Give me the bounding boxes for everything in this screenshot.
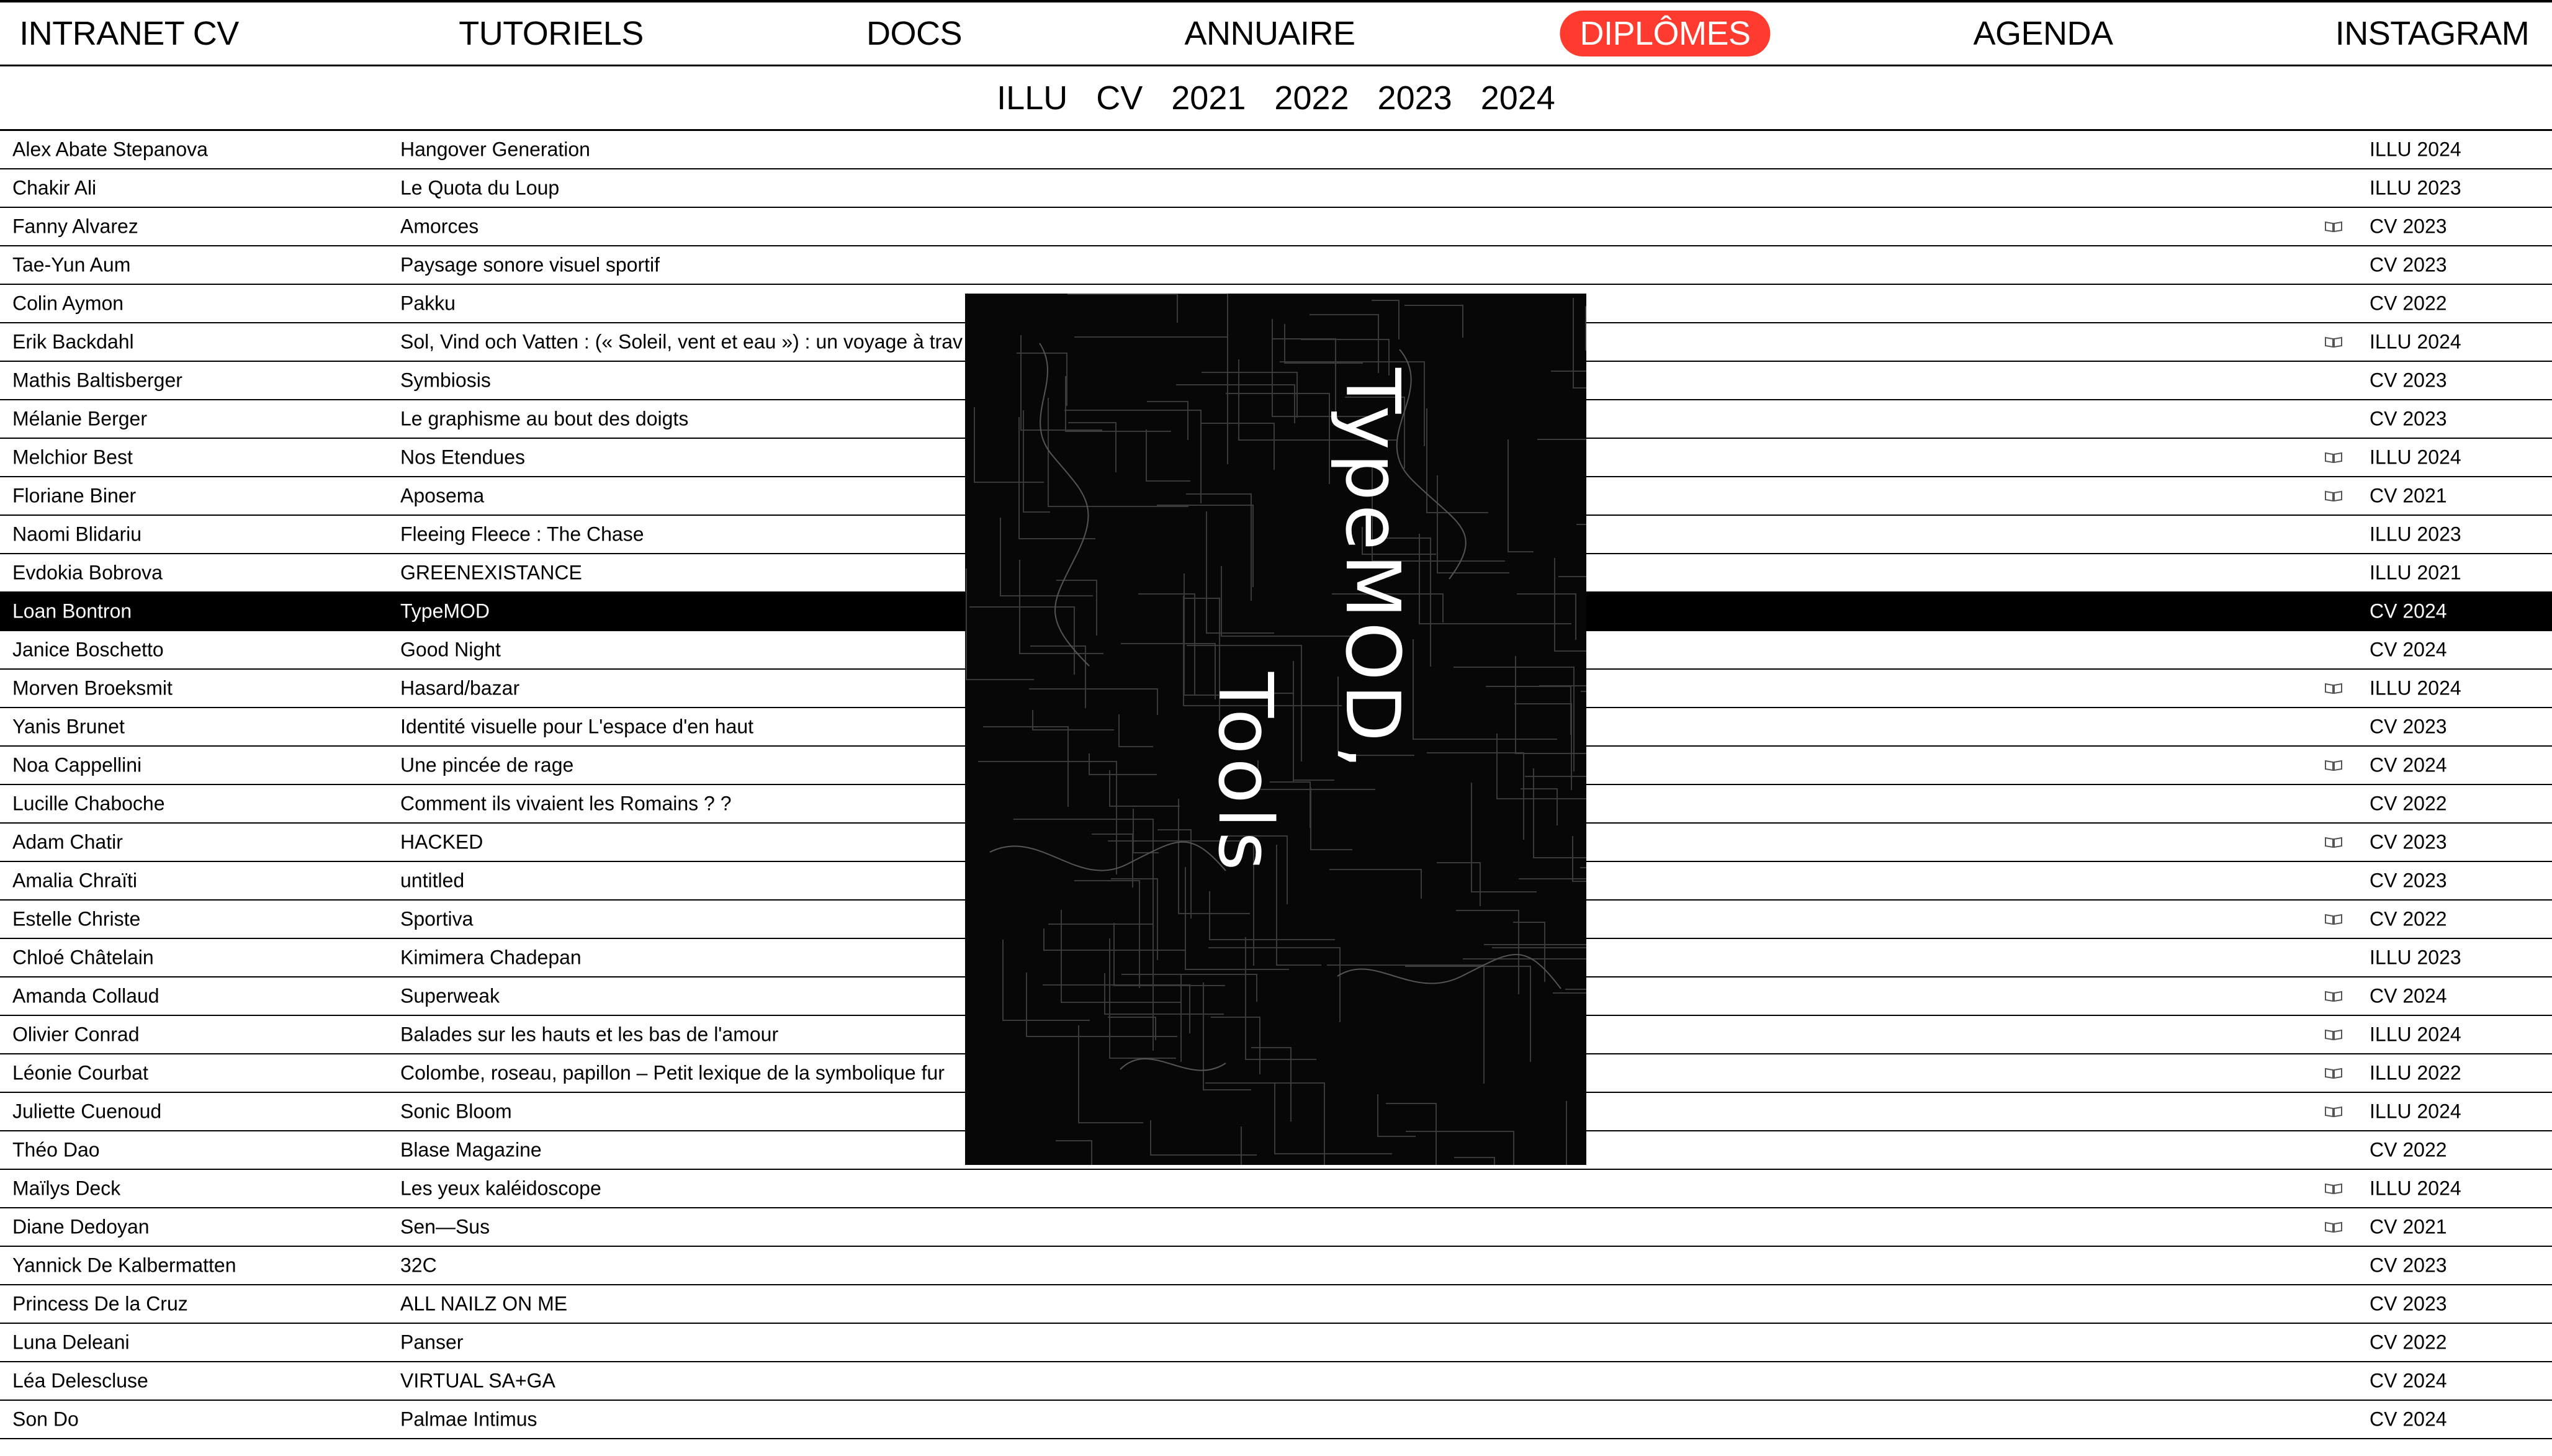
book-icon (2324, 990, 2343, 1002)
project-title: Sonic Bloom (400, 1100, 512, 1123)
student-name: Estelle Christe (12, 907, 141, 930)
student-name: Amalia Chraïti (12, 869, 137, 892)
category-year: CV 2022 (2370, 792, 2447, 815)
book-icon (2324, 759, 2343, 771)
project-title: Colombe, roseau, papillon – Petit lexique de la symbolique fur (400, 1061, 945, 1084)
student-name: Loan Bontron (12, 600, 132, 622)
student-name: Mathis Baltisberger (12, 369, 182, 392)
project-preview-image (965, 294, 1586, 1165)
student-name: Colin Aymon (12, 292, 124, 315)
book-icon (2324, 836, 2343, 848)
project-title: Palmae Intimus (400, 1408, 537, 1431)
nav-tutoriels[interactable]: TUTORIELS (459, 15, 644, 52)
list-row[interactable] (0, 1208, 2552, 1247)
project-title: Nos Etendues (400, 446, 526, 469)
list-row[interactable] (0, 169, 2552, 208)
student-name: Diane Dedoyan (12, 1215, 150, 1238)
category-year: ILLU 2023 (2370, 946, 2461, 969)
project-title: TypeMOD (400, 600, 490, 622)
list-row[interactable] (0, 1285, 2552, 1324)
category-year: ILLU 2024 (2370, 138, 2461, 161)
project-title: Identité visuelle pour L'espace d'en haut (400, 715, 754, 738)
book-icon (2324, 220, 2343, 233)
project-title: Blase Magazine (400, 1138, 542, 1161)
filter-cv[interactable]: CV (1096, 79, 1143, 117)
student-name: Théo Dao (12, 1138, 100, 1161)
category-year: CV 2023 (2370, 215, 2447, 238)
student-name: Janice Boschetto (12, 638, 164, 661)
category-year: CV 2023 (2370, 830, 2447, 853)
project-title: Sportiva (400, 907, 474, 930)
student-name: Tae-Yun Aum (12, 253, 131, 276)
project-title: Hasard/bazar (400, 676, 520, 699)
category-year: CV 2024 (2370, 1369, 2447, 1392)
category-year: ILLU 2023 (2370, 523, 2461, 546)
student-name: Yannick De Kalbermatten (12, 1254, 236, 1277)
student-name: Amanda Collaud (12, 984, 160, 1007)
filter-2024[interactable]: 2024 (1480, 79, 1555, 117)
student-name: Floriane Biner (12, 484, 137, 507)
filter-bar (0, 66, 2552, 131)
student-name: Léonie Courbat (12, 1061, 148, 1084)
student-name: Juliette Cuenoud (12, 1100, 162, 1123)
category-year: ILLU 2024 (2370, 330, 2461, 353)
student-name: Maïlys Deck (12, 1177, 121, 1200)
project-title: Sol, Vind och Vatten : (« Soleil, vent et eau ») : un voyage à trav (400, 330, 963, 353)
book-icon (2324, 490, 2343, 502)
student-name: Olivier Conrad (12, 1023, 140, 1046)
student-name: Chakir Ali (12, 176, 97, 199)
top-navigation (0, 0, 2552, 66)
student-name: Chloé Châtelain (12, 946, 154, 969)
student-name: Fanny Alvarez (12, 215, 138, 238)
category-year: CV 2023 (2370, 1254, 2447, 1277)
student-name: Evdokia Bobrova (12, 561, 163, 584)
list-row[interactable] (0, 131, 2552, 169)
project-title: ALL NAILZ ON ME (400, 1292, 568, 1315)
category-year: CV 2022 (2370, 292, 2447, 315)
preview-pattern (965, 294, 1586, 1165)
student-name: Morven Broeksmit (12, 676, 173, 699)
project-title: Panser (400, 1331, 464, 1354)
list-row[interactable] (0, 246, 2552, 285)
student-name: Erik Backdahl (12, 330, 134, 353)
category-year: ILLU 2024 (2370, 676, 2461, 699)
student-name: Luna Deleani (12, 1331, 130, 1354)
filter-2023[interactable]: 2023 (1377, 79, 1452, 117)
category-year: CV 2023 (2370, 715, 2447, 738)
student-name: Princess De la Cruz (12, 1292, 188, 1315)
project-title: 32C (400, 1254, 437, 1277)
category-year: ILLU 2022 (2370, 1061, 2461, 1084)
student-name: Lucille Chaboche (12, 792, 165, 815)
category-year: CV 2024 (2370, 600, 2447, 622)
list-row[interactable] (0, 208, 2552, 246)
project-title: Paysage sonore visuel sportif (400, 253, 660, 276)
project-title: GREENEXISTANCE (400, 561, 582, 584)
category-year: ILLU 2023 (2370, 176, 2461, 199)
project-title: Hangover Generation (400, 138, 590, 161)
book-icon (2324, 451, 2343, 464)
student-name: Alex Abate Stepanova (12, 138, 208, 161)
category-year: CV 2022 (2370, 1138, 2447, 1161)
category-year: CV 2023 (2370, 253, 2447, 276)
project-title: Le Quota du Loup (400, 176, 560, 199)
category-year: CV 2022 (2370, 1331, 2447, 1354)
category-year: CV 2021 (2370, 1215, 2447, 1238)
category-year: ILLU 2024 (2370, 1100, 2461, 1123)
category-year: CV 2023 (2370, 1292, 2447, 1315)
category-year: ILLU 2024 (2370, 446, 2461, 469)
category-year: CV 2024 (2370, 1408, 2447, 1431)
project-title: Good Night (400, 638, 501, 661)
list-row[interactable] (0, 1324, 2552, 1362)
preview-title-line2: Tools (1202, 672, 1288, 874)
project-title: Fleeing Fleece : The Chase (400, 523, 644, 546)
book-icon (2324, 1105, 2343, 1118)
project-title: Aposema (400, 484, 485, 507)
category-year: ILLU 2021 (2370, 561, 2461, 584)
project-title: Amorces (400, 215, 479, 238)
project-title: HACKED (400, 830, 483, 853)
category-year: CV 2022 (2370, 907, 2447, 930)
project-title: untitled (400, 869, 465, 892)
project-title: VIRTUAL SA+GA (400, 1369, 555, 1392)
category-year: CV 2023 (2370, 869, 2447, 892)
book-icon (2324, 336, 2343, 348)
category-year: CV 2023 (2370, 407, 2447, 430)
list-row[interactable] (0, 1170, 2552, 1208)
list-row[interactable] (0, 1247, 2552, 1285)
project-title: Symbiosis (400, 369, 491, 392)
project-title: Comment ils vivaient les Romains ? ? (400, 792, 732, 815)
student-name: Melchior Best (12, 446, 133, 469)
student-name: Adam Chatir (12, 830, 123, 853)
student-name: Noa Cappellini (12, 753, 142, 776)
category-year: CV 2024 (2370, 753, 2447, 776)
student-name: Léa Delescluse (12, 1369, 148, 1392)
nav-dipl-mes[interactable]: DIPLÔMES (1560, 11, 1770, 56)
book-icon (2324, 1182, 2343, 1195)
project-title: Superweak (400, 984, 500, 1007)
category-year: CV 2024 (2370, 638, 2447, 661)
filter-illu[interactable]: ILLU (997, 79, 1068, 117)
student-name: Mélanie Berger (12, 407, 147, 430)
project-title: Sen—Sus (400, 1215, 490, 1238)
preview-title-line1: TypeMOD, (1329, 368, 1415, 773)
nav-agenda[interactable]: AGENDA (1973, 15, 2113, 52)
category-year: CV 2021 (2370, 484, 2447, 507)
category-year: CV 2024 (2370, 984, 2447, 1007)
project-title: Balades sur les hauts et les bas de l'amour (400, 1023, 779, 1046)
category-year: ILLU 2024 (2370, 1177, 2461, 1200)
book-icon (2324, 1221, 2343, 1233)
category-year: CV 2023 (2370, 369, 2447, 392)
student-name: Yanis Brunet (12, 715, 125, 738)
project-title: Une pincée de rage (400, 753, 574, 776)
student-name: Naomi Blidariu (12, 523, 142, 546)
nav-intranet-cv[interactable]: INTRANET CV (19, 15, 239, 52)
nav-annuaire[interactable]: ANNUAIRE (1184, 15, 1355, 52)
student-name: Son Do (12, 1408, 79, 1431)
nav-instagram[interactable]: INSTAGRAM (2335, 15, 2530, 52)
project-title: Pakku (400, 292, 456, 315)
book-icon (2324, 913, 2343, 925)
project-title: Kimimera Chadepan (400, 946, 582, 969)
nav-docs[interactable]: DOCS (866, 15, 963, 52)
book-icon (2324, 682, 2343, 694)
filter-2022[interactable]: 2022 (1274, 79, 1349, 117)
book-icon (2324, 1067, 2343, 1079)
project-title: Les yeux kaléidoscope (400, 1177, 601, 1200)
list-row[interactable] (0, 1401, 2552, 1439)
project-title: Le graphisme au bout des doigts (400, 407, 689, 430)
filter-2021[interactable]: 2021 (1171, 79, 1246, 117)
category-year: ILLU 2024 (2370, 1023, 2461, 1046)
list-row[interactable] (0, 1362, 2552, 1401)
book-icon (2324, 1028, 2343, 1041)
